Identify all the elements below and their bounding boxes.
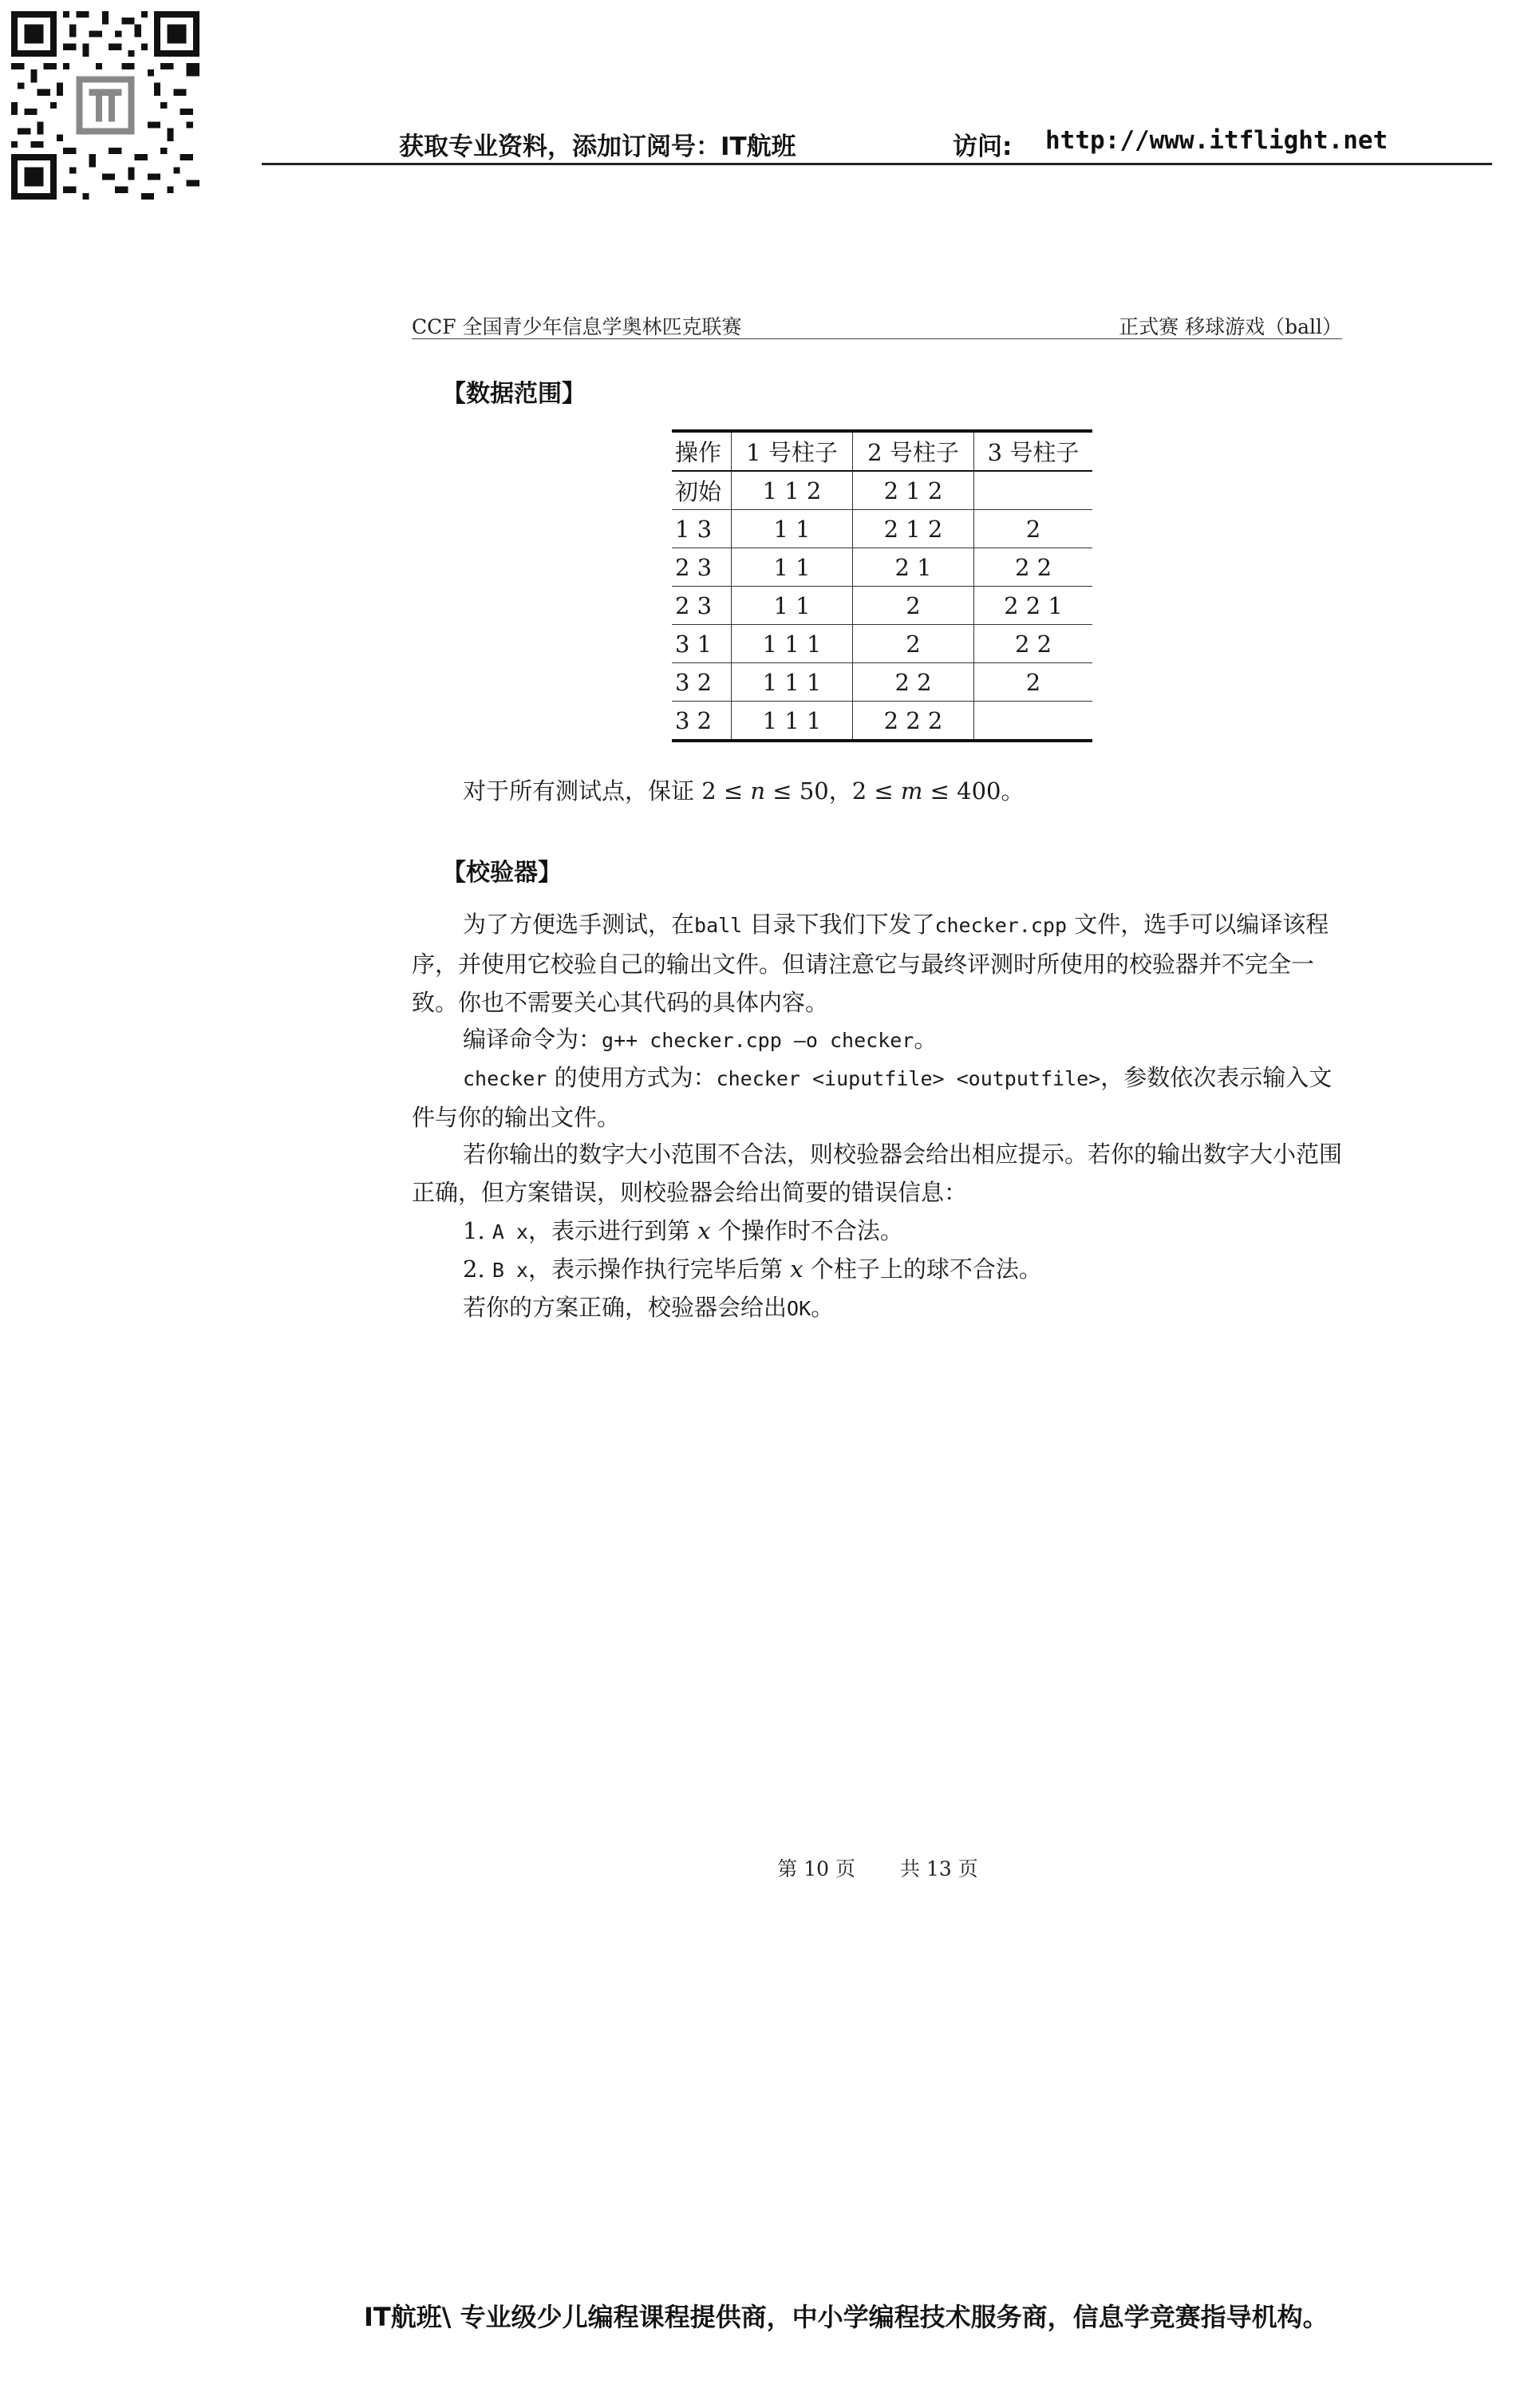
total-pages: 共 13 页 — [900, 1857, 978, 1880]
usage-paragraph — [412, 1058, 1342, 1137]
constraint-mid: ≤ 50，2 ≤ — [765, 777, 901, 805]
table-cell: 2 2 — [853, 663, 974, 702]
text-run: 目录下我们下发了 — [742, 911, 935, 938]
table-cell: 1 1 1 — [732, 702, 853, 741]
column-header: 1 号柱子 — [732, 431, 853, 471]
column-header: 操作 — [672, 431, 732, 471]
table-cell: 2 3 — [672, 548, 732, 587]
table-row — [672, 548, 1092, 587]
table-cell: 1 1 2 — [732, 471, 853, 510]
qr-code-icon — [11, 11, 199, 200]
table-row — [672, 702, 1092, 741]
header-divider — [412, 338, 1342, 339]
table-cell: 2 2 — [974, 548, 1093, 587]
table-row — [672, 663, 1092, 702]
table-row — [672, 587, 1092, 625]
table-cell: 1 1 1 — [732, 663, 853, 702]
current-page: 第 10 页 — [777, 1857, 855, 1880]
table-cell: 3 2 — [672, 663, 732, 702]
checker-heading: 【校验器】 — [442, 859, 562, 887]
table-row — [672, 625, 1092, 663]
document-header — [412, 311, 1342, 340]
table-header-row — [672, 431, 1092, 471]
table-cell: 2 2 1 — [974, 587, 1093, 625]
list-number: 1. — [463, 1217, 485, 1244]
inline-code: A x — [492, 1220, 529, 1244]
operations-table — [672, 429, 1092, 742]
math-var: x — [697, 1217, 711, 1244]
inline-code: checker — [463, 1067, 547, 1090]
table-cell: 2 1 2 — [853, 510, 974, 548]
page-number — [0, 1853, 1532, 1882]
constraint-var-m: m — [900, 777, 923, 805]
math-var: x — [790, 1255, 804, 1283]
error-info-paragraph: 若你输出的数字大小范围不合法，则校验器会给出相应提示。若你的输出数字大小范围正确，但方案错误，则校验器会给出简要的错误信息： — [412, 1141, 1343, 1206]
text-run: 的使用方式为： — [547, 1064, 717, 1091]
inline-code: ball — [694, 914, 743, 937]
inline-code: B x — [492, 1259, 529, 1282]
text-run: 文件，选手可以编译该程序，并使用它校验自己的输出文件。但请注意它与最终评测时所使用的校验器并不完全一致。你也不需要关心其代码的具体内容。 — [412, 911, 1329, 1016]
table-cell: 1 1 1 — [732, 625, 853, 663]
constraint-var-n: n — [750, 777, 766, 805]
table-cell: 2 2 2 — [853, 702, 974, 741]
constraint-text — [412, 772, 1342, 810]
table-cell: 1 1 — [732, 587, 853, 625]
contest-name: CCF 全国青少年信息学奥林匹克联赛 — [412, 315, 742, 338]
compile-command-paragraph — [412, 1020, 1342, 1060]
column-header: 2 号柱子 — [853, 431, 974, 471]
table-cell: 1 1 — [732, 510, 853, 548]
table-cell — [974, 702, 1093, 741]
inline-code: checker.cpp — [934, 914, 1068, 937]
text-run: ，表示进行到第 — [528, 1217, 698, 1244]
table-cell: 1 1 — [732, 548, 853, 587]
table-cell: 2 — [974, 510, 1093, 548]
text-run: 个柱子上的球不合法。 — [803, 1255, 1042, 1283]
footer-slogan: IT航班\ 专业级少儿编程课程提供商，中小学编程技术服务商，信息学竞赛指导机构。 — [364, 2302, 1329, 2332]
banner-visit-label: 访问: — [953, 132, 1013, 161]
list-item — [412, 1250, 1342, 1290]
text-run: ，表示操作执行完毕后第 — [528, 1255, 791, 1283]
list-number: 2. — [463, 1255, 485, 1283]
table-cell: 2 — [853, 625, 974, 663]
text-run: 个操作时不合法。 — [710, 1217, 903, 1244]
table-row — [672, 510, 1092, 548]
text-run: 。 — [811, 1294, 835, 1321]
list-item — [412, 1212, 1342, 1251]
table-cell: 2 1 — [853, 548, 974, 587]
text-run: 。 — [914, 1026, 938, 1053]
table-cell: 1 3 — [672, 510, 732, 548]
table-cell — [974, 471, 1093, 510]
constraint-suffix: ≤ 400。 — [922, 777, 1025, 805]
inline-code: g++ checker.cpp —o checker — [602, 1029, 914, 1052]
table-cell: 初始 — [672, 471, 732, 510]
table-row — [672, 471, 1092, 510]
table-cell: 2 — [853, 587, 974, 625]
table-cell: 2 2 — [974, 625, 1093, 663]
inline-code: checker <iuputfile> <outputfile> — [716, 1067, 1101, 1090]
banner-divider — [262, 163, 1492, 165]
table-cell: 2 1 2 — [853, 471, 974, 510]
text-run: ，参数依次表示输入文件与你的输出文件。 — [412, 1064, 1333, 1131]
problem-name: 正式赛 移球游戏（ball） — [1119, 315, 1342, 338]
table-cell: 3 1 — [672, 625, 732, 663]
banner — [399, 126, 1388, 162]
data-range-heading: 【数据范围】 — [442, 380, 586, 408]
text-run: 编译命令为： — [463, 1026, 602, 1053]
banner-url-link[interactable]: http://www.itflight.net — [1045, 126, 1388, 155]
text-run: 若你的方案正确，校验器会给出 — [463, 1294, 788, 1321]
success-paragraph — [412, 1288, 1342, 1328]
text-run: 为了方便选手测试，在 — [463, 911, 695, 938]
banner-subscription-text: 获取专业资料，添加订阅号：IT航班 — [399, 132, 796, 161]
column-header: 3 号柱子 — [974, 431, 1093, 471]
inline-code: OK — [787, 1297, 811, 1320]
table-cell: 3 2 — [672, 702, 732, 741]
table-cell: 2 3 — [672, 587, 732, 625]
table-cell: 2 — [974, 663, 1093, 702]
checker-intro-paragraph — [412, 905, 1342, 1022]
constraint-prefix: 对于所有测试点，保证 2 ≤ — [463, 777, 751, 805]
